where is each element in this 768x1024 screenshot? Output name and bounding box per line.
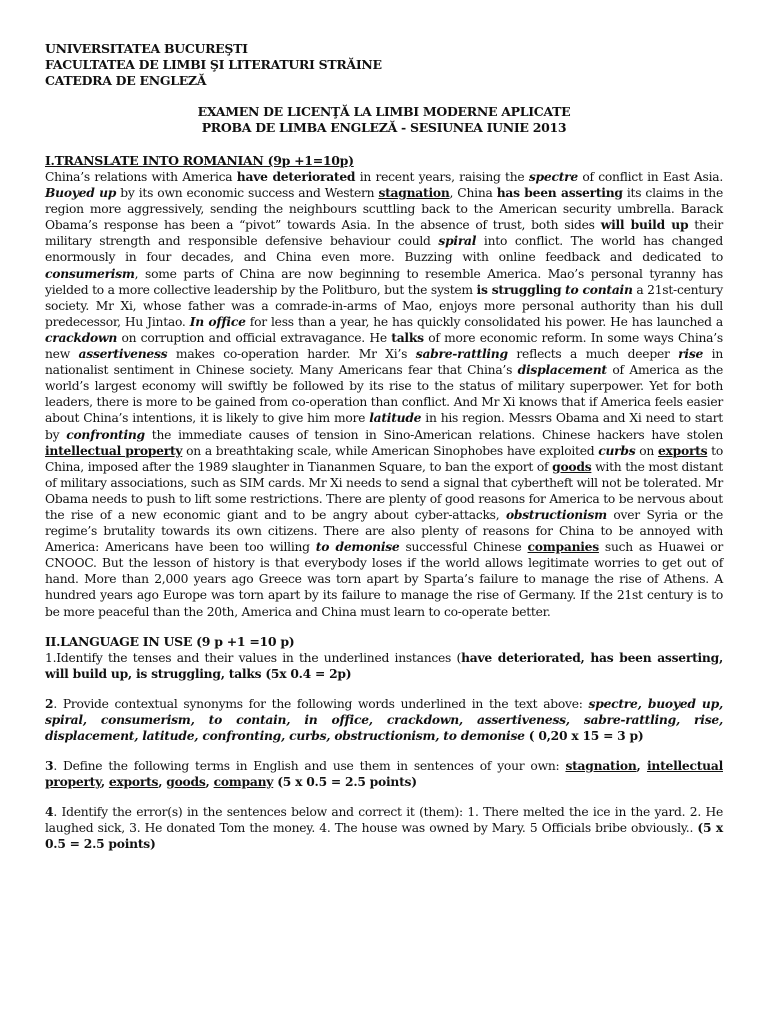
exam-title-line2: PROBA DE LIMBA ENGLEZĂ - SESIUNEA IUNIE 2013 — [201, 120, 567, 135]
task-4: 4. Identify the error(s) in the sentences below and correct it (them): 1. There melted the ice in the yard. 2. He laughed sick, 3. He donated Tom the money. 4. The house was owned by Mary. 5 Officials bribe obviously.. (5 x 0.5 = 2.5 points) — [45, 804, 723, 852]
exam-page — [45, 41, 723, 853]
university-name: UNIVERSITATEA BUCUREŞTI — [45, 41, 248, 56]
section2-heading: II.LANGUAGE IN USE (9 p +1 =10 p) — [45, 633, 295, 649]
section1-points: (9p +1=10p) — [263, 153, 354, 168]
exam-title — [45, 104, 723, 136]
faculty-name: FACULTATEA DE LIMBI ŞI LITERATURI STRĂINE — [45, 57, 382, 72]
task-1: 1.Identify the tenses and their values in the underlined instances (have deteriorated, has been asserting, will build up, is struggling, talks (5x 0.4 = 2p) — [45, 649, 723, 681]
task-2: 2. Provide contextual synonyms for the following words underlined in the text above: spectre, buoyed up, spiral, consumerism, to contain, in office, crackdown, assertiveness, sabre-rattling, rise, displacement, latitude, confronting, curbs, obstructionism, to demonise ( 0,20 x 15 = 3 p) — [45, 695, 723, 743]
exam-title-line1: EXAMEN DE LICENŢĂ LA LIMBI MODERNE APLICATE — [197, 104, 571, 119]
translation-passage: China’s relations with America have deteriorated in recent years, raising the spectre of conflict in East Asia. Buoyed up by its own economic success and Western stagnation, China has been asserting its claims in the region more aggressively, sending the neighbours scuttling back to the American security umbrella. Barack Obama’s response has been a “pivot” towards Asia. In the absence of trust, both sides will build up their military strength and responsible defensive behaviour could spiral into conflict. The world has changed enormously in four decades, and China even more. Buzzing with online feedback and dedicated to consumerism, some parts of China are now beginning to resemble America. Mao’s personal tyranny has yielded to a more collective leadership by the Politburo, but the system is struggling to contain a 21st-century society. Mr Xi, whose father was a comrade-in-arms of Mao, enjoys more personal authority than his dull predecessor, Hu Jintao. In office for less than a year, he has quickly consolidated his power. He has launched a crackdown on corruption and official extravagance. He talks of more economic reform. In some ways China’s new assertiveness makes co-operation harder. Mr Xi’s sabre-rattling reflects a much deeper rise in nationalist sentiment in Chinese society. Many Americans fear that China’s displacement of America as the world’s largest economy will swiftly be followed by its rise to the status of military superpower. Yet for both leaders, there is more to be gained from co-operation than conflict. And Mr Xi knows that if America feels easier about China’s intentions, it is likely to give him more latitude in his region. Messrs Obama and Xi need to start by confronting the immediate causes of tension in Sino-American relations. Chinese hackers have stolen intellectual property on a breathtaking scale, while American Sinophobes have exploited curbs on exports to China, imposed after the 1989 slaughter in Tiananmen Square, to ban the export of goods with the most distant of military associations, such as SIM cards. Mr Xi needs to send a signal that cybertheft will not be tolerated. Mr Obama needs to push to lift some restrictions. There are plenty of good reasons for America to be nervous about the rise of a new economic giant and to be angry about cyber-attacks, obstructionism over Syria or the regime’s brutality towards its own citizens. There are also plenty of reasons for China to be annoyed with America: Americans have been too willing to demonise successful Chinese companies such as Huawei or CNOOC. But the lesson of history is that everybody loses if the world allows legitimate worries to get out of hand. More than 2,000 years ago Greece was torn apart by Sparta’s failure to manage the rise of Athens. A hundred years ago Europe was torn apart by its failure to manage the rise of Germany. If the 21st century is to be more peaceful than the 20th, America and China must learn to co-operate better. — [45, 169, 724, 619]
section1-heading — [45, 153, 723, 169]
section1-title: I.TRANSLATE INTO ROMANIAN — [45, 153, 264, 168]
department-name: CATEDRA DE ENGLEZĂ — [45, 73, 207, 88]
task-3: 3. Define the following terms in English and use them in sentences of your own: stagnation, intellectual property, exports, goods, company (5 x 0.5 = 2.5 points) — [45, 758, 723, 790]
institution-header — [45, 41, 723, 89]
